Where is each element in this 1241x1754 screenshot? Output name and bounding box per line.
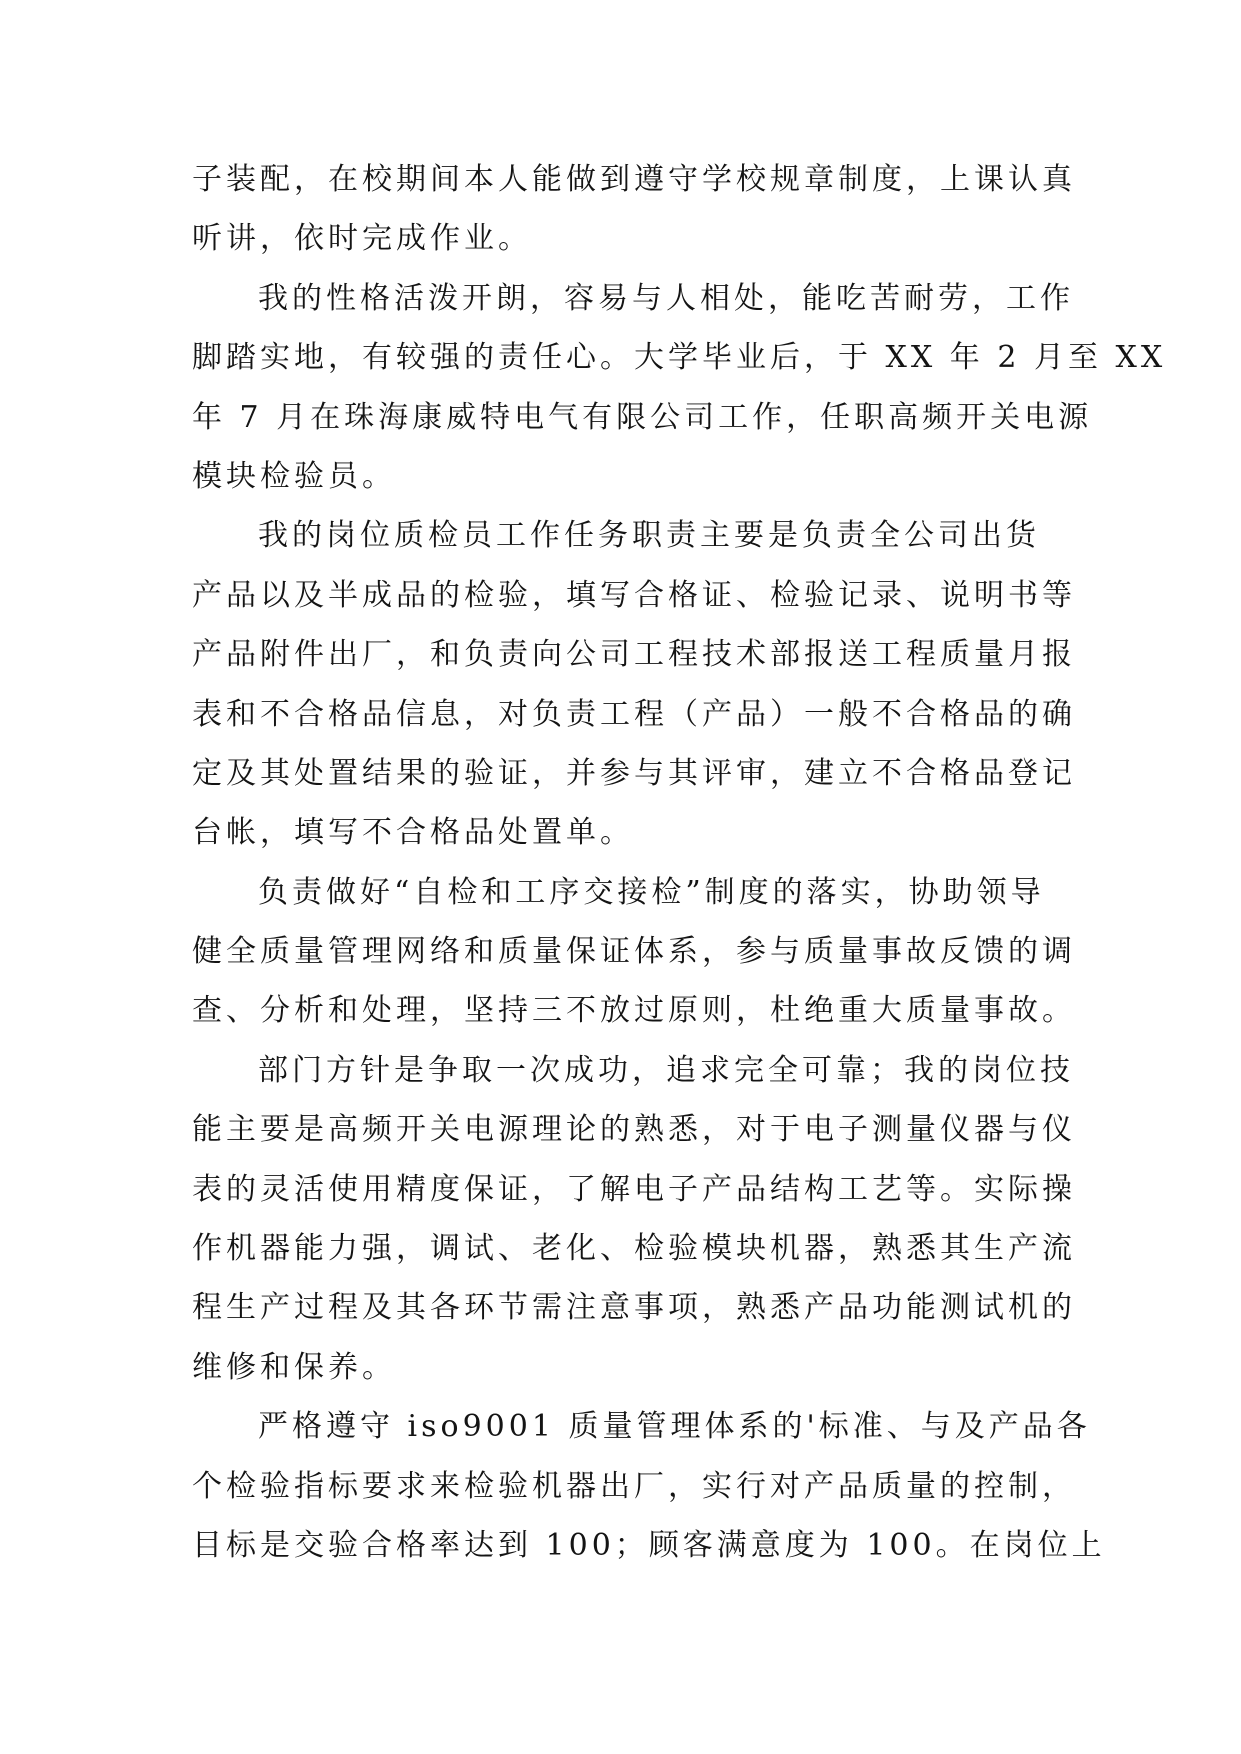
text-line: 台帐，填写不合格品处置单。 bbox=[192, 815, 634, 851]
text-line: 表和不合格品信息，对负责工程（产品）一般不合格品的确 bbox=[192, 696, 1076, 732]
text-line: 脚踏实地，有较强的责任心。大学毕业后，于 XX 年 2 月至 XX bbox=[192, 340, 1167, 376]
text-line: 年 7 月在珠海康威特电气有限公司工作，任职高频开关电源 bbox=[192, 399, 1093, 435]
text-line: 目标是交验合格率达到 100；顾客满意度为 100。在岗位上 bbox=[192, 1527, 1106, 1563]
text-line: 我的性格活泼开朗，容易与人相处，能吃苦耐劳，工作 bbox=[258, 280, 1074, 316]
document-body bbox=[192, 150, 1167, 1575]
paragraph bbox=[192, 150, 1076, 269]
text-line: 程生产过程及其各环节需注意事项，熟悉产品功能测试机的 bbox=[192, 1290, 1076, 1326]
text-line: 听讲，依时完成作业。 bbox=[192, 221, 532, 257]
text-line: 作机器能力强，调试、老化、检验模块机器，熟悉其生产流 bbox=[192, 1231, 1076, 1267]
text-line: 查、分析和处理，坚持三不放过原则，杜绝重大质量事故。 bbox=[192, 993, 1076, 1029]
text-line: 我的岗位质检员工作任务职责主要是负责全公司出货 bbox=[258, 518, 1040, 554]
text-line: 表的灵活使用精度保证，了解电子产品结构工艺等。实际操 bbox=[192, 1171, 1076, 1207]
paragraph bbox=[192, 863, 1076, 1041]
text-line: 个检验指标要求来检验机器出厂，实行对产品质量的控制， bbox=[192, 1468, 1076, 1504]
paragraph bbox=[192, 1397, 1106, 1575]
text-line: 模块检验员。 bbox=[192, 458, 396, 494]
paragraph bbox=[192, 1041, 1076, 1397]
text-line: 健全质量管理网络和质量保证体系，参与质量事故反馈的调 bbox=[192, 934, 1076, 970]
text-line: 产品附件出厂，和负责向公司工程技术部报送工程质量月报 bbox=[192, 637, 1076, 673]
text-line: 产品以及半成品的检验，填写合格证、检验记录、说明书等 bbox=[192, 577, 1076, 613]
text-line: 负责做好“自检和工序交接检”制度的落实，协助领导 bbox=[258, 874, 1045, 910]
paragraph bbox=[192, 506, 1076, 862]
text-line: 严格遵守 iso9001 质量管理体系的'标准、与及产品各 bbox=[258, 1409, 1091, 1445]
text-line: 定及其处置结果的验证，并参与其评审，建立不合格品登记 bbox=[192, 755, 1076, 791]
text-line: 维修和保养。 bbox=[192, 1349, 396, 1385]
text-line: 部门方针是争取一次成功，追求完全可靠；我的岗位技 bbox=[258, 1052, 1074, 1088]
text-line: 能主要是高频开关电源理论的熟悉，对于电子测量仪器与仪 bbox=[192, 1112, 1076, 1148]
paragraph bbox=[192, 269, 1167, 507]
text-line: 子装配，在校期间本人能做到遵守学校规章制度，上课认真 bbox=[192, 162, 1076, 197]
